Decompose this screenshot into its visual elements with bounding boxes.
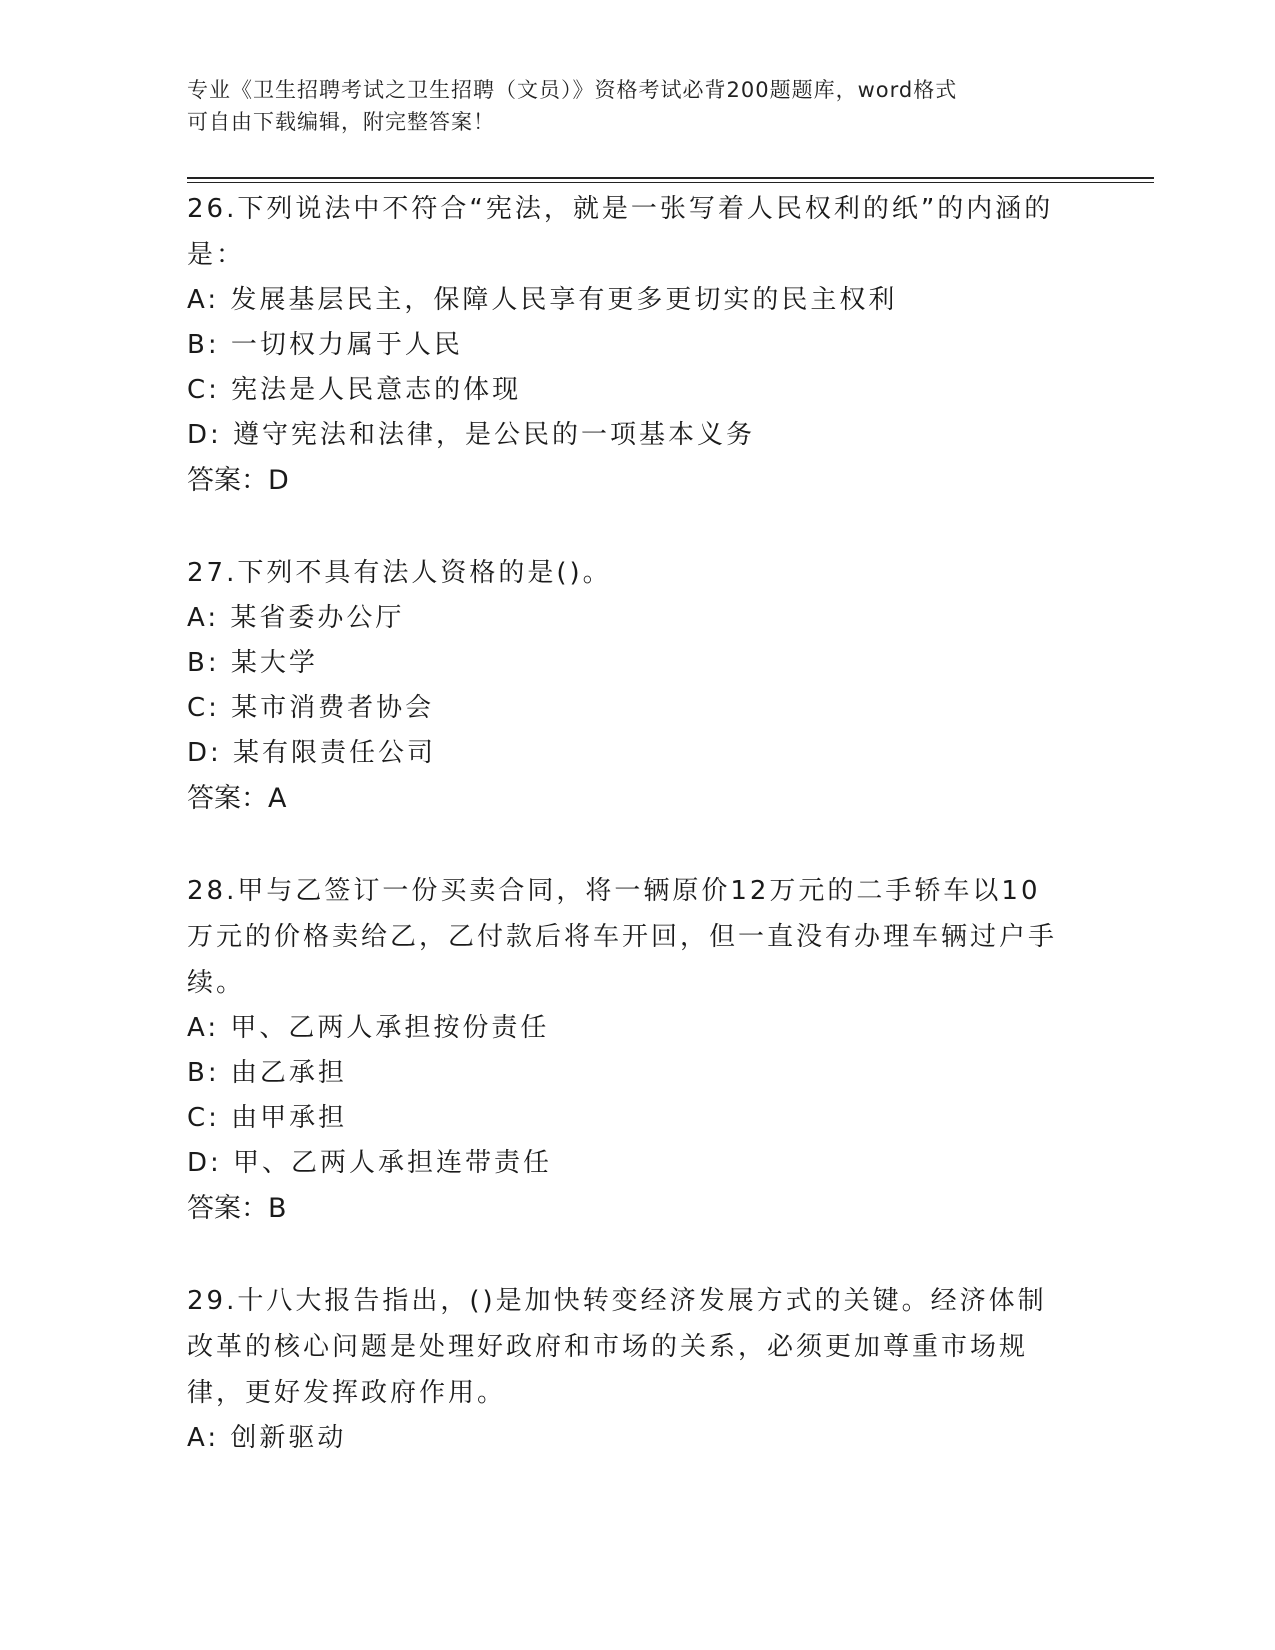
option-c: C: 宪法是人民意志的体现	[187, 375, 522, 405]
header-divider-thin	[187, 182, 1154, 183]
option-c: C: 由甲承担	[187, 1103, 348, 1133]
header-divider-thick	[187, 177, 1154, 179]
header-line-2: 可自由下载编辑，附完整答案！	[187, 110, 495, 134]
option-a: A: 甲、乙两人承担按份责任	[187, 1013, 550, 1043]
document-header	[187, 74, 1067, 138]
header-line-1: 专业《卫生招聘考试之卫生招聘（文员）》资格考试必背200题题库，word格式	[187, 78, 958, 102]
option-d: D: 甲、乙两人承担连带责任	[187, 1148, 553, 1178]
option-d: D: 遵守宪法和法律，是公民的一项基本义务	[187, 420, 756, 450]
question-28	[187, 868, 1087, 1232]
question-27	[187, 550, 1087, 822]
question-stem: 27.下列不具有法人资格的是()。	[187, 558, 612, 588]
option-b: B: 某大学	[187, 648, 318, 678]
question-29	[187, 1278, 1087, 1461]
option-a: A: 创新驱动	[187, 1423, 347, 1453]
question-list	[187, 186, 1087, 1507]
answer-line: 答案：A	[187, 783, 287, 814]
question-26	[187, 186, 1087, 504]
question-stem: 29.十八大报告指出，()是加快转变经济发展方式的关键。经济体制改革的核心问题是处理好政府和市场的关系，必须更加尊重市场规律，更好发挥政府作用。	[187, 1286, 1047, 1408]
option-d: D: 某有限责任公司	[187, 738, 437, 768]
question-stem: 26.下列说法中不符合“宪法，就是一张写着人民权利的纸”的内涵的是：	[187, 194, 1054, 270]
option-c: C: 某市消费者协会	[187, 693, 435, 723]
option-b: B: 一切权力属于人民	[187, 330, 463, 360]
answer-line: 答案：D	[187, 465, 289, 496]
option-a: A: 某省委办公厅	[187, 603, 405, 633]
option-a: A: 发展基层民主，保障人民享有更多更切实的民主权利	[187, 285, 898, 315]
answer-line: 答案：B	[187, 1193, 287, 1224]
option-b: B: 由乙承担	[187, 1058, 347, 1088]
question-stem: 28.甲与乙签订一份买卖合同，将一辆原价12万元的二手轿车以10万元的价格卖给乙，乙付款后将车开回，但一直没有办理车辆过户手续。	[187, 876, 1058, 998]
